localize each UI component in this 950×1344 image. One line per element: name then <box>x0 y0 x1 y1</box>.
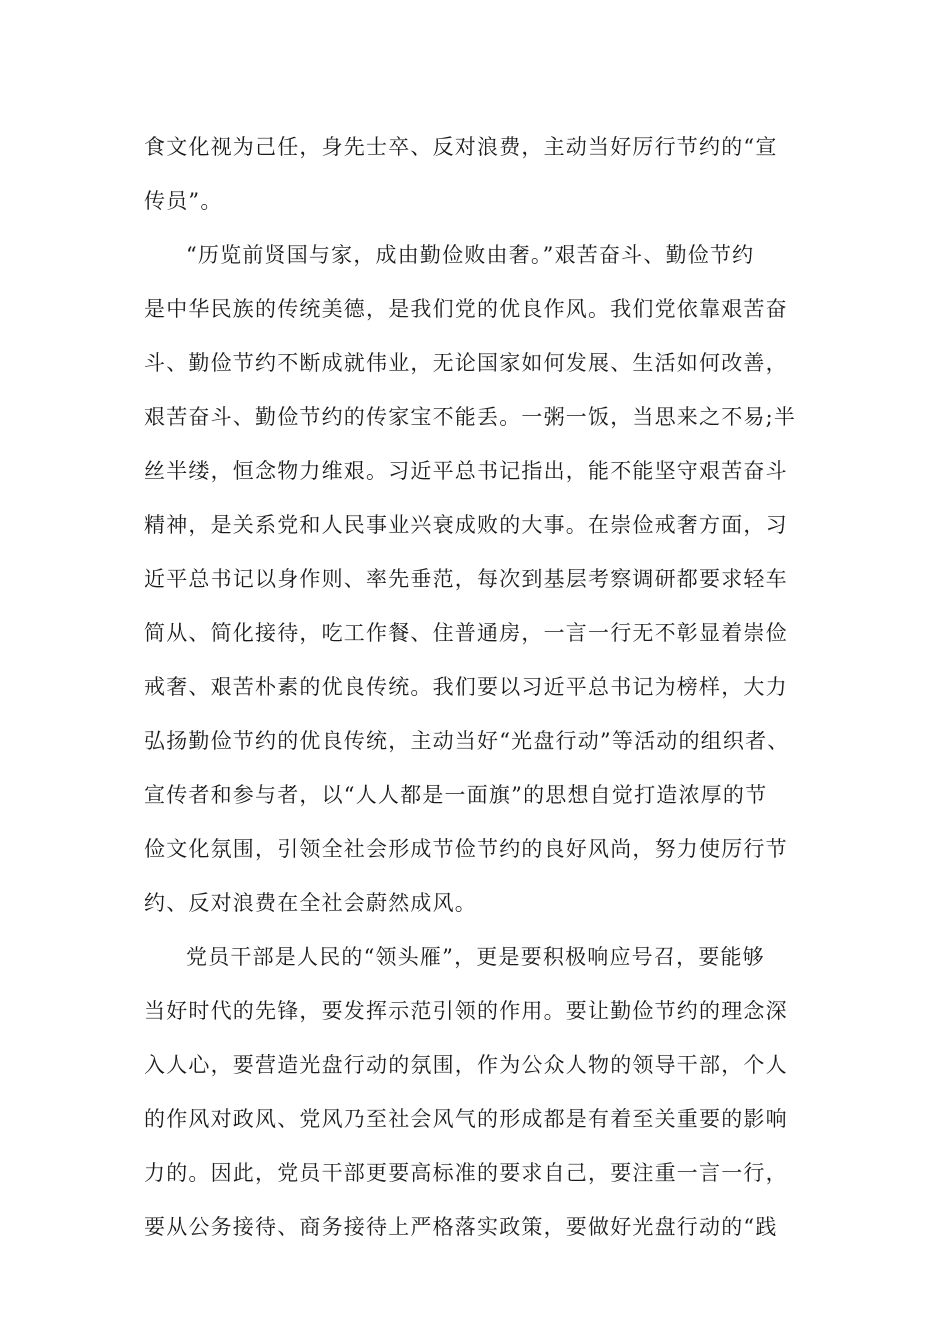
text-line: 食文化视为己任，身先士卒、反对浪费，主动当好厉行节约的“宣 <box>144 135 778 159</box>
text-line: 传员”。 <box>144 189 223 213</box>
text-line: 约、反对浪费在全社会蔚然成风。 <box>144 891 477 915</box>
text-line: 党员干部是人民的“领头雁”，更是要积极响应号召，要能够 <box>186 945 765 969</box>
text-line: 要从公务接待、商务接待上严格落实政策，要做好光盘行动的“践 <box>144 1215 778 1239</box>
text-line: “历览前贤国与家，成由勤俭败由奢。”艰苦奋斗、勤俭节约 <box>186 243 755 267</box>
text-line: 入人心，要营造光盘行动的氛围，作为公众人物的领导干部，个人 <box>144 1053 788 1077</box>
text-line: 的作风对政风、党风乃至社会风气的形成都是有着至关重要的影响 <box>144 1107 788 1131</box>
text-line: 斗、勤俭节约不断成就伟业，无论国家如何发展、生活如何改善， <box>144 351 788 375</box>
text-line: 丝半缕，恒念物力维艰。习近平总书记指出，能不能坚守艰苦奋斗 <box>144 459 788 483</box>
text-line: 力的。因此，党员干部更要高标准的要求自己，要注重一言一行， <box>144 1161 788 1185</box>
text-line: 简从、简化接待，吃工作餐、住普通房，一言一行无不彰显着崇俭 <box>144 621 788 645</box>
text-line: 弘扬勤俭节约的优良传统，主动当好“光盘行动”等活动的组织者、 <box>144 729 790 753</box>
text-line: 宣传者和参与者，以“人人都是一面旗”的思想自觉打造浓厚的节 <box>144 783 768 807</box>
text-line: 当好时代的先锋，要发挥示范引领的作用。要让勤俭节约的理念深 <box>144 999 788 1023</box>
text-line: 俭文化氛围，引领全社会形成节俭节约的良好风尚，努力使厉行节 <box>144 837 788 861</box>
text-line: 艰苦奋斗、勤俭节约的传家宝不能丢。一粥一饭，当思来之不易;半 <box>144 405 797 429</box>
text-line: 戒奢、艰苦朴素的优良传统。我们要以习近平总书记为榜样，大力 <box>144 675 788 699</box>
text-line: 精神，是关系党和人民事业兴衰成败的大事。在崇俭戒奢方面，习 <box>144 513 788 537</box>
text-line: 近平总书记以身作则、率先垂范，每次到基层考察调研都要求轻车 <box>144 567 788 591</box>
text-line: 是中华民族的传统美德，是我们党的优良作风。我们党依靠艰苦奋 <box>144 297 788 321</box>
